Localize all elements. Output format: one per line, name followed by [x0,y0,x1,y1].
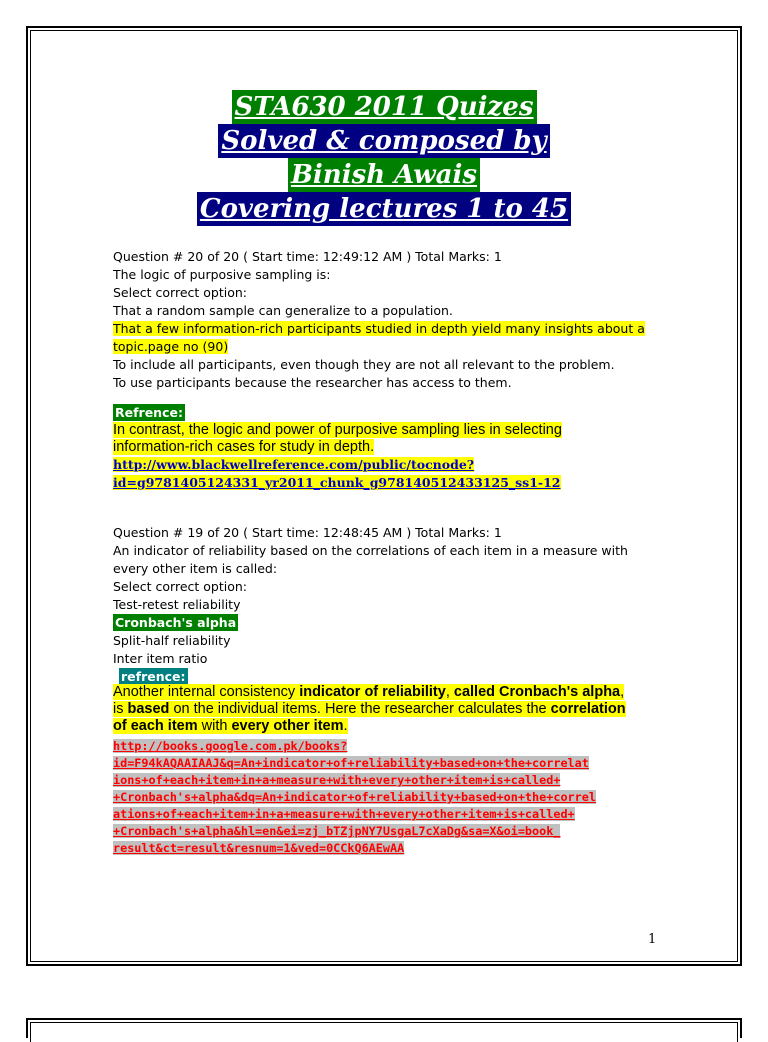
q19-ref-a: Another internal consistency [113,684,300,700]
q20-ref-link-line-2[interactable]: id=g9781405124331_yr2011_chunk_g978140512433125_ss1-12 [113,475,561,490]
q20-option-4: To use participants because the researcher has access to them. [113,375,512,390]
q20-option-2-line-2: topic.page no (90) [113,339,229,354]
q19-ref-label: refrence: [121,669,186,684]
page-number: 1 [648,932,657,947]
q19-ref-f: is [113,701,128,717]
q19-option-3: Split-half reliability [113,633,231,648]
q19-url-line-5[interactable]: +Cronbach's+alpha&hl=en&ei=zj_bTZjpNY7UsgaL7cXaDg&sa=X&oi=book_ [113,824,561,838]
question-19-block [113,524,663,686]
q19-url-line-3[interactable]: +Cronbach's+alpha&dq=An+indicator+of+reliability+based+on+the+correl [113,790,596,804]
q19-ref-k: with [197,718,232,734]
q19-ref-m: . [343,718,348,734]
q19-ref-h: on the individual items. Here the researcher calculates the [169,701,551,717]
q19-url-line-6[interactable]: result&ct=result&resnum=1&ved=0CCkQ6AEwAA [113,841,405,855]
q19-ref-g: based [127,701,170,717]
q19-url-line-4[interactable]: ations+of+each+item+in+a+measure+with+every+other+item+is+called+ [113,807,575,821]
q19-ref-l: every other item [231,718,344,734]
title-line-4: Covering lectures 1 to 45 [197,192,571,226]
q20-ref-label: Refrence: [115,405,183,420]
q19-header: Question # 19 of 20 ( Start time: 12:48:45 AM ) Total Marks: 1 [113,525,502,540]
q20-option-3: To include all participants, even though they are not all relevant to the problem. [113,357,615,372]
q20-reference-block [113,404,663,492]
next-page-border-inner [30,1022,738,1042]
q19-ref-d: called Cronbach's alpha [453,684,621,700]
q20-ref-line-1: In contrast, the logic and power of purposive sampling lies in selecting [113,422,562,438]
q19-ref-e: , [620,684,625,700]
q19-reference-block [113,684,663,735]
q19-select-label: Select correct option: [113,579,248,594]
q19-option-1: Test-retest reliability [113,597,241,612]
q19-ref-c: , [445,684,454,700]
q19-ref-i: correlation [550,701,626,717]
q19-question-line-1: An indicator of reliability based on the correlations of each item in a measure with [113,543,628,558]
q20-option-2-line-1: That a few information-rich participants studied in depth yield many insights about a [113,321,645,336]
q20-question: The logic of purposive sampling is: [113,267,331,282]
title-line-3: Binish Awais [288,158,480,192]
q20-header: Question # 20 of 20 ( Start time: 12:49:12 AM ) Total Marks: 1 [113,249,502,264]
q20-ref-line-2: information-rich cases for study in depth. [113,439,375,455]
q19-url-line-0[interactable]: http://books.google.com.pk/books? [113,739,348,753]
q19-option-2-answer: Cronbach's alpha [115,615,237,630]
q19-url-line-2[interactable]: ions+of+each+item+in+a+measure+with+every+other+item+is+called+ [113,773,561,787]
q19-option-4: Inter item ratio [113,651,208,666]
q19-question-line-2: every other item is called: [113,561,278,576]
q20-ref-link-line-1[interactable]: http://www.blackwellreference.com/public/tocnode? [113,457,475,472]
q20-select-label: Select correct option: [113,285,248,300]
q20-option-1: That a random sample can generalize to a population. [113,303,453,318]
question-20-block [113,248,663,392]
title-line-2: Solved & composed by [218,124,549,158]
q19-url-line-1[interactable]: id=F94kAQAAIAAJ&q=An+indicator+of+reliability+based+on+the+correlat [113,756,589,770]
document-title-block [0,90,768,226]
q19-ref-b: indicator of reliability [299,684,446,700]
q19-ref-url-block [113,738,663,857]
q19-ref-j: of each item [113,718,198,734]
title-line-1: STA630 2011 Quizes [232,90,537,124]
